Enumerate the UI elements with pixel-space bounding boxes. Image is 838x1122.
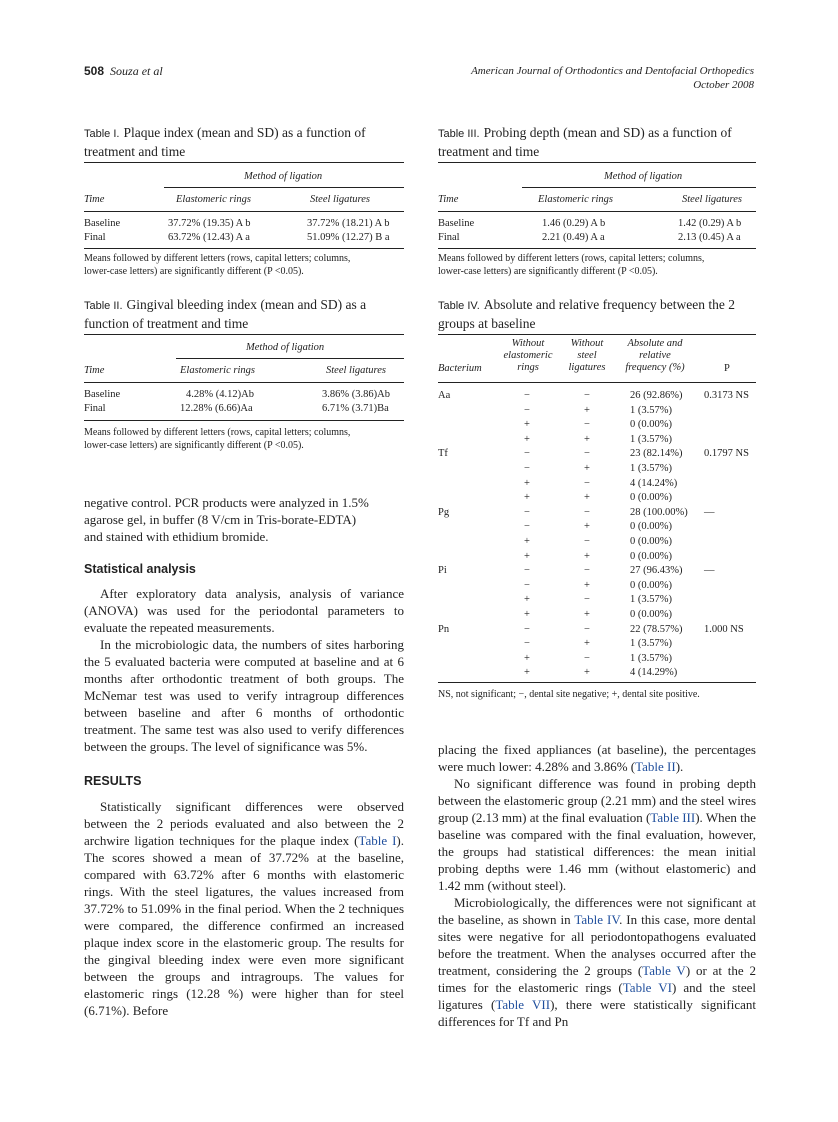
- table-note: lower-case letters) are significantly different (P <0.05).: [84, 440, 304, 451]
- cell-frequency: 4 (14.29%): [630, 667, 678, 678]
- cell-steel-sign: +: [584, 434, 590, 445]
- table-label: Table I.: [84, 128, 120, 140]
- cell-value: 1.42 (0.29) A b: [678, 218, 742, 229]
- cell-frequency: 0 (0.00%): [630, 536, 672, 547]
- cell-frequency: 1 (3.57%): [630, 594, 672, 605]
- header-text: steel: [577, 350, 597, 361]
- table-reference-link[interactable]: Table IV: [574, 912, 620, 927]
- cell-value: 37.72% (18.21) A b: [307, 218, 390, 229]
- running-header-left: [84, 64, 163, 79]
- table-reference-link[interactable]: Table III: [650, 810, 696, 825]
- caption-text: Gingival bleeding index (mean and SD) as a: [126, 297, 367, 312]
- body-text: ) and the steel ligatures (: [438, 980, 756, 1012]
- caption-text: Plaque index (mean and SD) as a function of: [123, 125, 366, 140]
- table-rule: [84, 420, 404, 421]
- cell-steel-sign: −: [584, 536, 590, 547]
- row-time: Baseline: [438, 218, 475, 229]
- col-header-bacterium: Bacterium: [438, 363, 482, 374]
- cell-steel-sign: −: [584, 419, 590, 430]
- cell-steel-sign: −: [584, 448, 590, 459]
- table-reference-link[interactable]: Table VI: [622, 980, 672, 995]
- cell-steel-sign: −: [584, 390, 590, 401]
- cell-elastomeric-sign: +: [524, 492, 530, 503]
- cell-frequency: 0 (0.00%): [630, 419, 672, 430]
- cell-steel-sign: +: [584, 551, 590, 562]
- page-number: 508: [84, 64, 105, 78]
- cell-frequency: 0 (0.00%): [630, 492, 672, 503]
- header-text: ligatures: [568, 362, 606, 373]
- table-rule: [84, 211, 404, 212]
- table-1-caption: [84, 124, 404, 160]
- cell-elastomeric-sign: +: [524, 609, 530, 620]
- journal-name: American Journal of Orthodontics and Dentofacial Orthopedics: [471, 65, 754, 77]
- table-label: Table III.: [438, 128, 480, 140]
- group-header: Method of ligation: [246, 342, 325, 353]
- table-rule: [84, 248, 404, 249]
- col-header-elastomeric: Elastomeric rings: [538, 194, 613, 205]
- table-3-caption: [438, 124, 756, 160]
- cell-frequency: 1 (3.57%): [630, 653, 672, 664]
- cell-value: 1.46 (0.29) A b: [542, 218, 606, 229]
- caption-text: treatment and time: [438, 144, 540, 159]
- table-note: NS, not significant; −, dental site negative; +, dental site positive.: [438, 689, 700, 700]
- table-rule: [176, 358, 404, 359]
- cell-elastomeric-sign: +: [524, 434, 530, 445]
- caption-text: Absolute and relative frequency between the 2: [483, 297, 735, 312]
- cell-elastomeric-sign: −: [524, 405, 530, 416]
- cell-elastomeric-sign: +: [524, 594, 530, 605]
- body-paragraph: After exploratory data analysis, analysis of variance (ANOVA) was used for the periodontal parameters to evaluate the repeated measurements.: [84, 586, 404, 635]
- table-note: Means followed by different letters (rows, capital letters; columns,: [84, 253, 351, 264]
- cell-steel-sign: +: [584, 667, 590, 678]
- table-rule: [438, 211, 756, 212]
- body-text: Statistically significant differences were observed between the 2 periods evaluated and also between the 2 archwire ligation techniques for the plaque index (: [84, 799, 404, 848]
- cell-p-value: —: [704, 507, 715, 518]
- table-note: lower-case letters) are significantly different (P <0.05).: [84, 266, 304, 277]
- cell-elastomeric-sign: +: [524, 653, 530, 664]
- cell-elastomeric-sign: +: [524, 419, 530, 430]
- cell-bacterium: Aa: [438, 390, 451, 401]
- table-rule: [438, 162, 756, 163]
- table-reference-link[interactable]: Table II: [635, 759, 676, 774]
- col-header-time: Time: [84, 194, 105, 205]
- cell-elastomeric-sign: +: [524, 478, 530, 489]
- header-text: frequency (%): [625, 362, 685, 373]
- cell-elastomeric-sign: −: [524, 463, 530, 474]
- table-rule: [84, 162, 404, 163]
- header-text: relative: [639, 350, 671, 361]
- body-text: ). When the baseline was compared with the final evaluation, however, the groups had statistical differences: the mean initial probing depths were 1.46 mm (without elastomeric) and 1.42 mm (without steel).: [438, 810, 756, 893]
- cell-elastomeric-sign: −: [524, 448, 530, 459]
- cell-steel-sign: +: [584, 463, 590, 474]
- body-text: ). The scores showed a mean of 37.72% at the baseline, compared with 63.72% after 6 months with elastomeric rings. With the steel ligatures, the values increased from 37.72% to 51.09% in the final period. When the 2 techniques were compared, the difference confirmed an increased plaque index score in the elastomeric group. The results for the gingival bleeding index were even more significant between the groups and intragroups. The values for elastomeric rings (12.28 %) were higher than for steel (6.71%). Before: [84, 833, 404, 1018]
- table-2: [84, 296, 404, 451]
- cell-p-value: 0.1797 NS: [704, 448, 749, 459]
- table-2-caption: [84, 296, 404, 332]
- cell-steel-sign: +: [584, 521, 590, 532]
- cell-elastomeric-sign: −: [524, 521, 530, 532]
- row-time: Final: [84, 232, 106, 243]
- header-text: Without: [570, 338, 604, 349]
- cell-elastomeric-sign: +: [524, 536, 530, 547]
- col-header-steel: Steel ligatures: [326, 365, 386, 376]
- caption-text: groups at baseline: [438, 316, 536, 331]
- cell-frequency: 0 (0.00%): [630, 551, 672, 562]
- body-text: No significant difference was found in probing depth between the elastomeric group (2.21 mm) and the steel wires group (2.13 mm) at the final evaluation (: [438, 776, 756, 825]
- col-header-elastomeric: Elastomeric rings: [176, 194, 251, 205]
- table-label: Table II.: [84, 300, 123, 312]
- cell-bacterium: Pg: [438, 507, 450, 518]
- cell-steel-sign: −: [584, 624, 590, 635]
- table-note: Means followed by different letters (rows, capital letters; columns,: [438, 253, 705, 264]
- cell-frequency: 0 (0.00%): [630, 580, 672, 591]
- table-rule: [84, 382, 404, 383]
- cell-frequency: 1 (3.57%): [630, 638, 672, 649]
- table-label: Table IV.: [438, 300, 480, 312]
- row-time: Final: [84, 403, 106, 414]
- header-text: Absolute and: [627, 338, 683, 349]
- table-rule: [522, 187, 756, 188]
- cell-p-value: 1.000 NS: [704, 624, 744, 635]
- col-header-frequency: [618, 338, 692, 374]
- cell-value: 37.72% (19.35) A b: [168, 218, 251, 229]
- col-header-steel: Steel ligatures: [682, 194, 742, 205]
- table-rule: [164, 187, 404, 188]
- left-column-text: [84, 494, 404, 1019]
- col-header-elastomeric: Elastomeric rings: [180, 365, 255, 376]
- body-text: ) or at the 2 times for the elastomeric rings (: [438, 963, 757, 995]
- table-rule: [438, 334, 756, 335]
- table-4-caption: [438, 296, 756, 332]
- cell-elastomeric-sign: −: [524, 624, 530, 635]
- table-reference-link[interactable]: Table I: [358, 833, 397, 848]
- header-text: rings: [517, 362, 539, 373]
- running-header-right: [471, 64, 754, 92]
- body-paragraph: [438, 741, 756, 775]
- table-reference-link[interactable]: Table V: [642, 963, 686, 978]
- cell-elastomeric-sign: −: [524, 390, 530, 401]
- cell-elastomeric-sign: −: [524, 638, 530, 649]
- body-line: and stained with ethidium bromide.: [84, 529, 269, 544]
- row-time: Final: [438, 232, 460, 243]
- cell-frequency: 23 (82.14%): [630, 448, 683, 459]
- table-rule: [438, 382, 756, 383]
- cell-elastomeric-sign: +: [524, 551, 530, 562]
- cell-steel-sign: +: [584, 638, 590, 649]
- cell-steel-sign: −: [584, 478, 590, 489]
- col-header-without-elastomeric: [500, 338, 556, 374]
- cell-frequency: 27 (96.43%): [630, 565, 683, 576]
- cell-elastomeric-sign: +: [524, 667, 530, 678]
- cell-steel-sign: +: [584, 580, 590, 591]
- cell-frequency: 22 (78.57%): [630, 624, 683, 635]
- table-rule: [438, 682, 756, 683]
- right-column-text: [438, 741, 756, 1030]
- body-text: ).: [675, 759, 684, 774]
- cell-frequency: 28 (100.00%): [630, 507, 688, 518]
- cell-elastomeric-sign: −: [524, 580, 530, 591]
- header-text: elastomeric: [503, 350, 553, 361]
- cell-value: 6.71% (3.71)Ba: [322, 403, 389, 414]
- col-header-time: Time: [438, 194, 459, 205]
- group-header: Method of ligation: [244, 171, 323, 182]
- body-text: . In this case, more dental sites were negative for all periodontopathogens evaluated before the treatment. When the analyses occurred after the treatment, considering the 2 groups (: [438, 912, 756, 978]
- row-time: Baseline: [84, 218, 121, 229]
- row-time: Baseline: [84, 389, 121, 400]
- body-text: placing the fixed appliances (at baseline), the percentages were much lower: 4.28% and 3.86% (: [438, 742, 756, 774]
- group-header: Method of ligation: [604, 171, 683, 182]
- cell-frequency: 1 (3.57%): [630, 463, 672, 474]
- header-text: Without: [511, 338, 545, 349]
- cell-steel-sign: −: [584, 565, 590, 576]
- cell-steel-sign: −: [584, 594, 590, 605]
- cell-elastomeric-sign: −: [524, 565, 530, 576]
- body-line: negative control. PCR products were analyzed in 1.5%: [84, 495, 369, 510]
- issue-date: October 2008: [693, 79, 754, 91]
- caption-text: function of treatment and time: [84, 316, 249, 331]
- cell-elastomeric-sign: −: [524, 507, 530, 518]
- cell-steel-sign: +: [584, 405, 590, 416]
- col-header-p: P: [724, 363, 730, 374]
- table-3: [438, 124, 756, 276]
- table-4: [438, 296, 756, 708]
- caption-text: Probing depth (mean and SD) as a function of: [483, 125, 732, 140]
- table-reference-link[interactable]: Table VII: [495, 997, 551, 1012]
- caption-text: treatment and time: [84, 144, 186, 159]
- cell-frequency: 0 (0.00%): [630, 609, 672, 620]
- section-heading-results: RESULTS: [84, 774, 142, 788]
- cell-frequency: 1 (3.57%): [630, 405, 672, 416]
- cell-bacterium: Tf: [438, 448, 448, 459]
- author-line: Souza et al: [110, 64, 163, 78]
- cell-bacterium: Pi: [438, 565, 447, 576]
- table-note: Means followed by different letters (rows, capital letters; columns,: [84, 427, 351, 438]
- body-text: ), there were statistically significant differences for Tf and Pn: [438, 997, 756, 1029]
- body-line: agarose gel, in buffer (8 V/cm in Tris-borate-EDTA): [84, 512, 357, 527]
- cell-value: 63.72% (12.43) A a: [168, 232, 250, 243]
- col-header-time: Time: [84, 365, 105, 376]
- col-header-without-steel: [562, 338, 612, 374]
- cell-p-value: —: [704, 565, 715, 576]
- body-paragraph: In the microbiologic data, the numbers of sites harboring the 5 evaluated bacteria were computed at baseline and at 6 months after orthodontic treatment of both groups. The McNemar test was used to verify intragroup differences between baseline and after 6 months of orthodontic treatment. The same test was also used to verify differences between the groups. The level of significance was 5%.: [84, 637, 404, 754]
- cell-value: 3.86% (3.86)Ab: [322, 389, 390, 400]
- cell-steel-sign: +: [584, 492, 590, 503]
- cell-value: 2.13 (0.45) A a: [678, 232, 741, 243]
- cell-steel-sign: −: [584, 507, 590, 518]
- section-heading-statistical-analysis: Statistical analysis: [84, 562, 196, 576]
- cell-bacterium: Pn: [438, 624, 450, 635]
- cell-steel-sign: −: [584, 653, 590, 664]
- cell-steel-sign: +: [584, 609, 590, 620]
- cell-frequency: 4 (14.24%): [630, 478, 678, 489]
- body-paragraph: [438, 894, 756, 1030]
- col-header-steel: Steel ligatures: [310, 194, 370, 205]
- cell-value: 12.28% (6.66)Aa: [180, 403, 253, 414]
- cell-frequency: 1 (3.57%): [630, 434, 672, 445]
- cell-frequency: 0 (0.00%): [630, 521, 672, 532]
- cell-value: 2.21 (0.49) A a: [542, 232, 605, 243]
- table-note: lower-case letters) are significantly different (P <0.05).: [438, 266, 658, 277]
- table-rule: [84, 334, 404, 335]
- table-rule: [438, 248, 756, 249]
- body-paragraph: [438, 775, 756, 894]
- cell-p-value: 0.3173 NS: [704, 390, 749, 401]
- body-paragraph: [84, 798, 404, 1019]
- cell-value: 4.28% (4.12)Ab: [186, 389, 254, 400]
- cell-value: 51.09% (12.27) B a: [307, 232, 390, 243]
- body-text: Microbiologically, the differences were not significant at the baseline, as shown in: [438, 895, 756, 927]
- cell-frequency: 26 (92.86%): [630, 390, 683, 401]
- table-1: [84, 124, 404, 276]
